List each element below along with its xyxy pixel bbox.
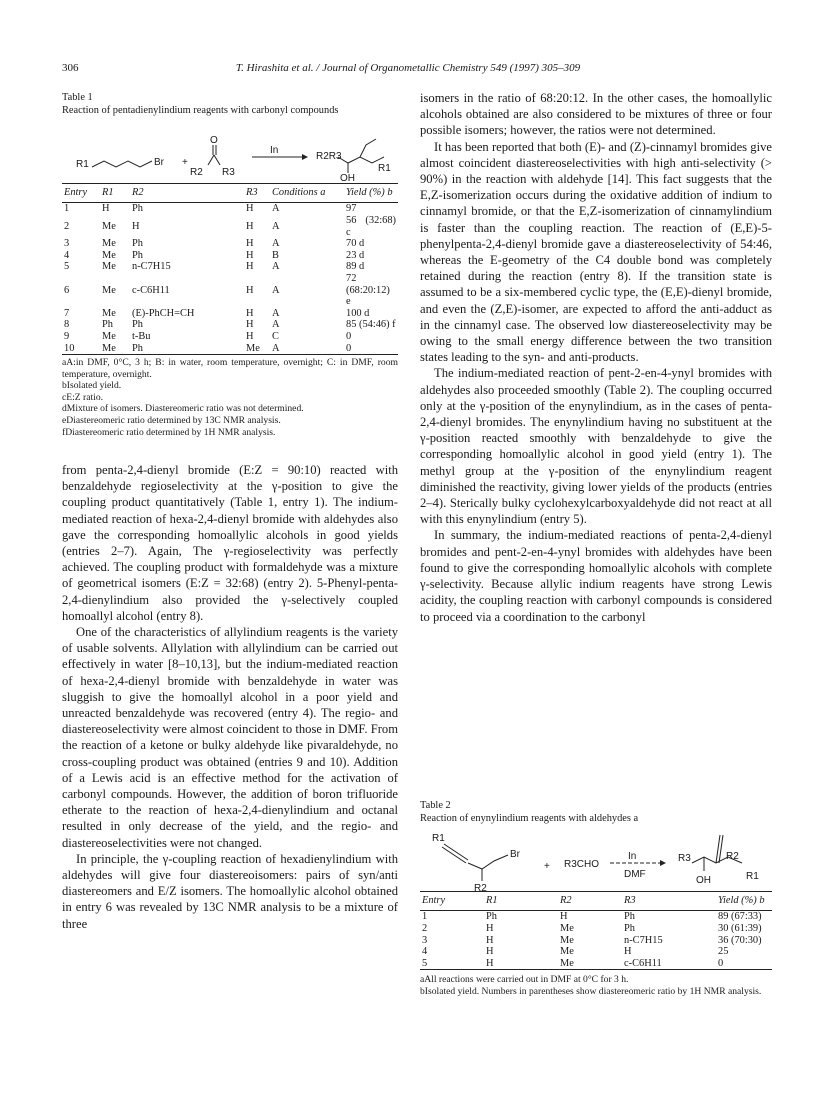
table1-footnote: bIsolated yield. (62, 380, 122, 392)
table2-cell: Me (558, 958, 622, 970)
table1-block (62, 92, 398, 438)
scheme1-product-r1: R1 (378, 163, 391, 175)
table2-col-header: R1 (484, 892, 558, 911)
table2-cell: 0 (716, 958, 772, 970)
table1-cell: Me (102, 220, 116, 232)
running-title: T. Hirashita et al. / Journal of Organometallic Chemistry 549 (1997) 305–309 (235, 62, 581, 74)
table1-cell: 6 (64, 284, 70, 296)
table1-cell: 23 d (346, 249, 365, 261)
scheme1-oh: OH (340, 173, 355, 185)
table1-col-header: Yield (%) b (344, 184, 398, 203)
table2-footnotes (420, 974, 772, 997)
table1-row (62, 203, 398, 215)
table2-cell: 30 (61:39) (718, 922, 762, 934)
page-number: 306 (62, 62, 79, 74)
table1-cell: H (246, 249, 254, 261)
table2-cell: Ph (486, 911, 497, 923)
table2-row (420, 946, 772, 958)
table1-cell: A (272, 238, 280, 250)
table1-cell: H (246, 319, 254, 331)
table1-cell: 89 d (346, 261, 365, 273)
table1-cell: 8 (64, 319, 70, 331)
table2-footnote: aAll reactions were carried out in DMF at 0°C for 3 h. (420, 974, 629, 986)
table1-cell: Me (102, 238, 116, 250)
table2-cell: 4 (422, 946, 428, 958)
table2-cell: 36 (70:30) (718, 934, 762, 946)
table1-cell: Me (102, 249, 116, 261)
right-column-text (420, 90, 772, 625)
scheme2-aldehyde: R3CHO (564, 859, 600, 871)
table1-cell: H (102, 203, 110, 215)
table2-cell: 89 (67:33) (718, 911, 762, 923)
table2-cell: 2 (422, 922, 428, 934)
table2-cell: Ph (624, 911, 635, 923)
table1-col-header: R3 (244, 184, 270, 203)
right-paragraph-3: The indium-mediated reaction of pent-2-en-4-ynyl bromides with aldehydes also proceeded smoothly (Table 2). The coupling occurred only at the γ-position of the enynylindium, as in the cases of penta-2,4-dienyl bromides. The enynylindium having no substituent at the γ-position reacted smoothly with benzaldehyde to give the corresponding homoallylic alcohol in good yield (entry 1). The methyl group at the γ-position of the enynylindium reagent diminished the reactivity, giving lower yields of the products (entries 2–4). Sterically bulky cyclohexylcarboxyaldehyde did not react at all with this enynylindium (entry 5). (420, 366, 772, 527)
table1-cell: Ph (130, 343, 244, 355)
table1-cell: A (272, 307, 280, 319)
table1-footnote: dMixture of isomers. Diastereomeric ratio was not determined. (62, 403, 304, 415)
table1-row (62, 273, 398, 308)
table2-cell: 1 (422, 911, 428, 923)
table1-footnotes (62, 357, 398, 438)
table1-footnote: eDiastereomeric ratio determined by 13C NMR analysis. (62, 415, 281, 427)
table2-row (420, 923, 772, 935)
table1-cell: c-C6H11 (132, 284, 170, 296)
table2-caption: Reaction of enynylindium reagents with aldehydes a (420, 812, 639, 824)
table1-cell: n-C7H15 (132, 261, 171, 273)
table1-cell: 0 (346, 330, 352, 342)
table1-cell: t-Bu (132, 330, 151, 342)
table2-col-header: R2 (558, 892, 622, 911)
scheme1-r2: R2 (190, 167, 203, 179)
table2-cell: H (486, 922, 494, 934)
table1-cell: A (272, 203, 280, 215)
table1-cell: 9 (64, 330, 70, 342)
right-paragraph-1: isomers in the ratio of 68:20:12. In the other cases, the homoallylic alcohols obtained are also considered to be mixtures of three or four possible isomers; however, the ratios were not determined. (420, 91, 772, 138)
table1-caption: Reaction of pentadienylindium reagents with carbonyl compounds (62, 104, 339, 116)
table1-row (62, 250, 398, 262)
table1-cell: Ph (102, 319, 113, 331)
table1-cell: 4 (64, 249, 70, 261)
table1-cell: Ph (132, 238, 143, 250)
table1-cell: B (272, 249, 279, 261)
table1-cell: 10 (62, 343, 100, 355)
table1-cell: 85 (54:46) f (346, 319, 396, 331)
table2-cell: H (560, 911, 568, 923)
table2-cell: Me (560, 946, 574, 958)
table1-cell: A (272, 220, 280, 232)
table1-cell: C (272, 330, 279, 342)
table1-cell: 56 (32:68) c (346, 214, 396, 238)
table1-cell: H (132, 220, 140, 232)
table2 (420, 891, 772, 970)
table1-cell: Me (244, 343, 270, 355)
table2-scheme (420, 825, 772, 895)
table1-cell: 1 (64, 203, 70, 215)
scheme2-product-r2: R2 (726, 851, 739, 863)
table1-footnote: fDiastereomeric ratio determined by 1H NMR analysis. (62, 426, 276, 438)
table1-cell: 7 (64, 307, 70, 319)
table2-cell: Ph (624, 922, 635, 934)
table1-cell: Me (100, 343, 130, 355)
left-column-text (62, 462, 398, 932)
table1-cell: A (272, 319, 280, 331)
table2-cell: Me (560, 934, 574, 946)
table2-cell: 3 (422, 934, 428, 946)
table1-row (62, 308, 398, 320)
scheme2-product-r3: R3 (678, 853, 691, 865)
table2-block (420, 800, 772, 998)
table1-cell: A (270, 343, 344, 355)
table1-cell: 0 (344, 343, 398, 355)
table2-cell: H (624, 946, 632, 958)
table2-cell: n-C7H15 (624, 934, 663, 946)
table2-row (420, 958, 772, 970)
table2-cell: 25 (718, 946, 729, 958)
left-paragraph-2: One of the characteristics of allylindium reagents is the variety of usable solvents. Allylation with allylindium can be carried out effectively in water [8–10,13], but the indium-mediated reaction of hexa-2,4-dienyl bromide with benzaldehyde in water was sluggish to give the homoallyl alcohol in a poor yield and unreacted benzaldehyde was recovered (entry 4). The regio- and diastereoselectivity were almost coincident to those in DMF. From the reaction of a ketone or bulky aldehyde like pivaraldehyde, no cross-coupling product was obtained (entries 9 and 10). Addition of a Lewis acid is an effective method for the activation of carbonyl compounds. However, the addition of boron trifluoride etherate to the reaction of hexa-2,4-dienylindium and octanal resulted in only decrease of the yield, and the regio- and diastereoselectivities were not changed. (62, 625, 398, 850)
table1-cell: H (246, 307, 254, 319)
table1-cell: A (272, 261, 280, 273)
table1-cell: 3 (64, 238, 70, 250)
table1-cell: Ph (132, 203, 143, 215)
scheme2-r2: R2 (474, 883, 487, 895)
right-paragraph-4: In summary, the indium-mediated reactions of penta-2,4-dienyl bromides and pent-2-en-4-ynyl bromides with aldehydes have been found to give the corresponding homoallylic alcohols with complete γ-selectivity. Because allylic indium reagents have strong Lewis acidity, the coupling reaction with carbonyl compounds is considered to proceed via a coordination to the carbonyl (420, 528, 772, 624)
table1-label: Table 1 (62, 92, 93, 103)
table1-cell: 70 d (346, 238, 365, 250)
table2-cell: Me (560, 922, 574, 934)
table1-cell: A (272, 284, 280, 296)
table2-header-row (420, 892, 772, 911)
scheme1-product-r2r3: R2R3 (316, 151, 342, 163)
table1-row (62, 331, 398, 343)
table1-cell: 72 (68:20:12) e (346, 272, 390, 308)
table2-cell: H (486, 934, 494, 946)
table1 (62, 183, 398, 355)
scheme2-product-r1: R1 (746, 871, 759, 883)
table2-cell: H (486, 946, 494, 958)
table1-row (62, 215, 398, 238)
scheme2-br: Br (510, 849, 520, 861)
table1-row (62, 343, 398, 355)
scheme2-reagent-in: In (628, 851, 637, 863)
right-paragraph-2: It has been reported that both (E)- and (Z)-cinnamyl bromides give almost coincident diastereoselectivities with high anti-selectivity (> 90%) in the reaction with aldehyde [14]. This fact suggests that the E,Z-isomerization occurs during the oxidative addition of indium to cinnamyl bromide, or that the E,Z-isomerization of cinnamylindium is faster than the coupling reaction. The reaction of (E,E)-5-phenylpenta-2,4-dienyl bromide gave a diastereoselectivity of 54:46, whereas the E-geometry of the C4 double bond was completely retained during the reaction (entry 8). If the transition state is assumed to be a six-membered cyclic type, the (E,E)-dienyl bromide, and even the (Z,E)-isomer, are expected to afford the anti-adduct as in the cinnamyl case. The observed low diastereoselectivity may be owing to the small energy difference between the two transition states leading to the syn- and anti-products. (420, 139, 772, 365)
scheme1-br: Br (154, 157, 164, 169)
table1-cell: 5 (64, 261, 70, 273)
scheme1-reagent: In (270, 145, 279, 157)
table1-cell: Me (102, 261, 116, 273)
table1-scheme (62, 117, 398, 183)
left-paragraph-1: from penta-2,4-dienyl bromide (E:Z = 90:10) reacted with benzaldehyde regioselectivity at the γ-position to give the coupling product quantitatively (Table 1, entry 1). The indium-mediated reaction of hexa-2,4-dienyl bromide with aldehydes also gave the corresponding homoallylic alcohols in good yields (entries 2–7). Again, The γ-regioselectivity was perfectly achieved. The coupling product with formaldehyde was a mixture of geometrical isomers (E:Z = 32:68) (entry 2). 5-Phenyl-penta-2,4-dienylindium also provided the γ-selectively coupled homoallyl alcohol (entry 8). (62, 463, 398, 623)
scheme2-plus: + (544, 861, 550, 873)
table1-col-header: R2 (130, 184, 244, 203)
table1-row (62, 238, 398, 250)
scheme2-oh: OH (696, 875, 711, 887)
scheme1-oxygen: O (210, 135, 218, 147)
scheme2-reagent-dmf: DMF (624, 869, 646, 881)
table2-cell: H (484, 958, 558, 970)
table1-cell: 2 (64, 220, 70, 232)
table1-cell: H (246, 203, 254, 215)
table2-row (420, 911, 772, 923)
table2-cell: 5 (420, 958, 484, 970)
table1-cell: 97 (346, 203, 357, 215)
table1-footnote: aA:in DMF, 0°C, 3 h; B: in water, room temperature, overnight; C: in DMF, room temperature, overnight. (62, 357, 398, 380)
table1-footnote: cE:Z ratio. (62, 391, 104, 403)
table1-cell: H (246, 220, 254, 232)
table1-cell: 100 d (346, 307, 370, 319)
table2-cell: c-C6H11 (622, 958, 716, 970)
scheme2-r1: R1 (432, 833, 445, 845)
table1-cell: Me (102, 330, 116, 342)
table1-cell: Me (102, 284, 116, 296)
table2-footnote: bIsolated yield. Numbers in parentheses show diastereomeric ratio by 1H NMR analysis. (420, 985, 762, 997)
table1-cell: H (246, 261, 254, 273)
table1-col-header: Entry (62, 184, 100, 203)
scheme1-plus: + (182, 157, 188, 169)
table1-cell: Ph (132, 319, 143, 331)
table1-cell: Ph (132, 249, 143, 261)
table2-row (420, 935, 772, 947)
table1-cell: Me (102, 307, 116, 319)
table2-col-header: Entry (420, 892, 484, 911)
table1-row (62, 261, 398, 273)
table1-col-header: Conditions a (270, 184, 344, 203)
table1-cell: H (246, 330, 254, 342)
table2-col-header: Yield (%) b (716, 892, 772, 911)
scheme1-r1: R1 (76, 159, 89, 171)
table1-row (62, 319, 398, 331)
table1-cell: H (246, 238, 254, 250)
table1-col-header: R1 (100, 184, 130, 203)
table1-cell: (E)-PhCH=CH (132, 307, 195, 319)
left-paragraph-3: In principle, the γ-coupling reaction of hexadienylindium with aldehydes will give four diastereoisomers: pairs of syn/anti diastereomers and E/Z isomers. The homoallylic alcohol obtained in entry 6 was revealed by 13C NMR analysis to be a mixture of three (62, 851, 398, 931)
table1-cell: H (246, 284, 254, 296)
scheme1-r3: R3 (222, 167, 235, 179)
table2-col-header: R3 (622, 892, 716, 911)
table2-label: Table 2 (420, 800, 451, 811)
